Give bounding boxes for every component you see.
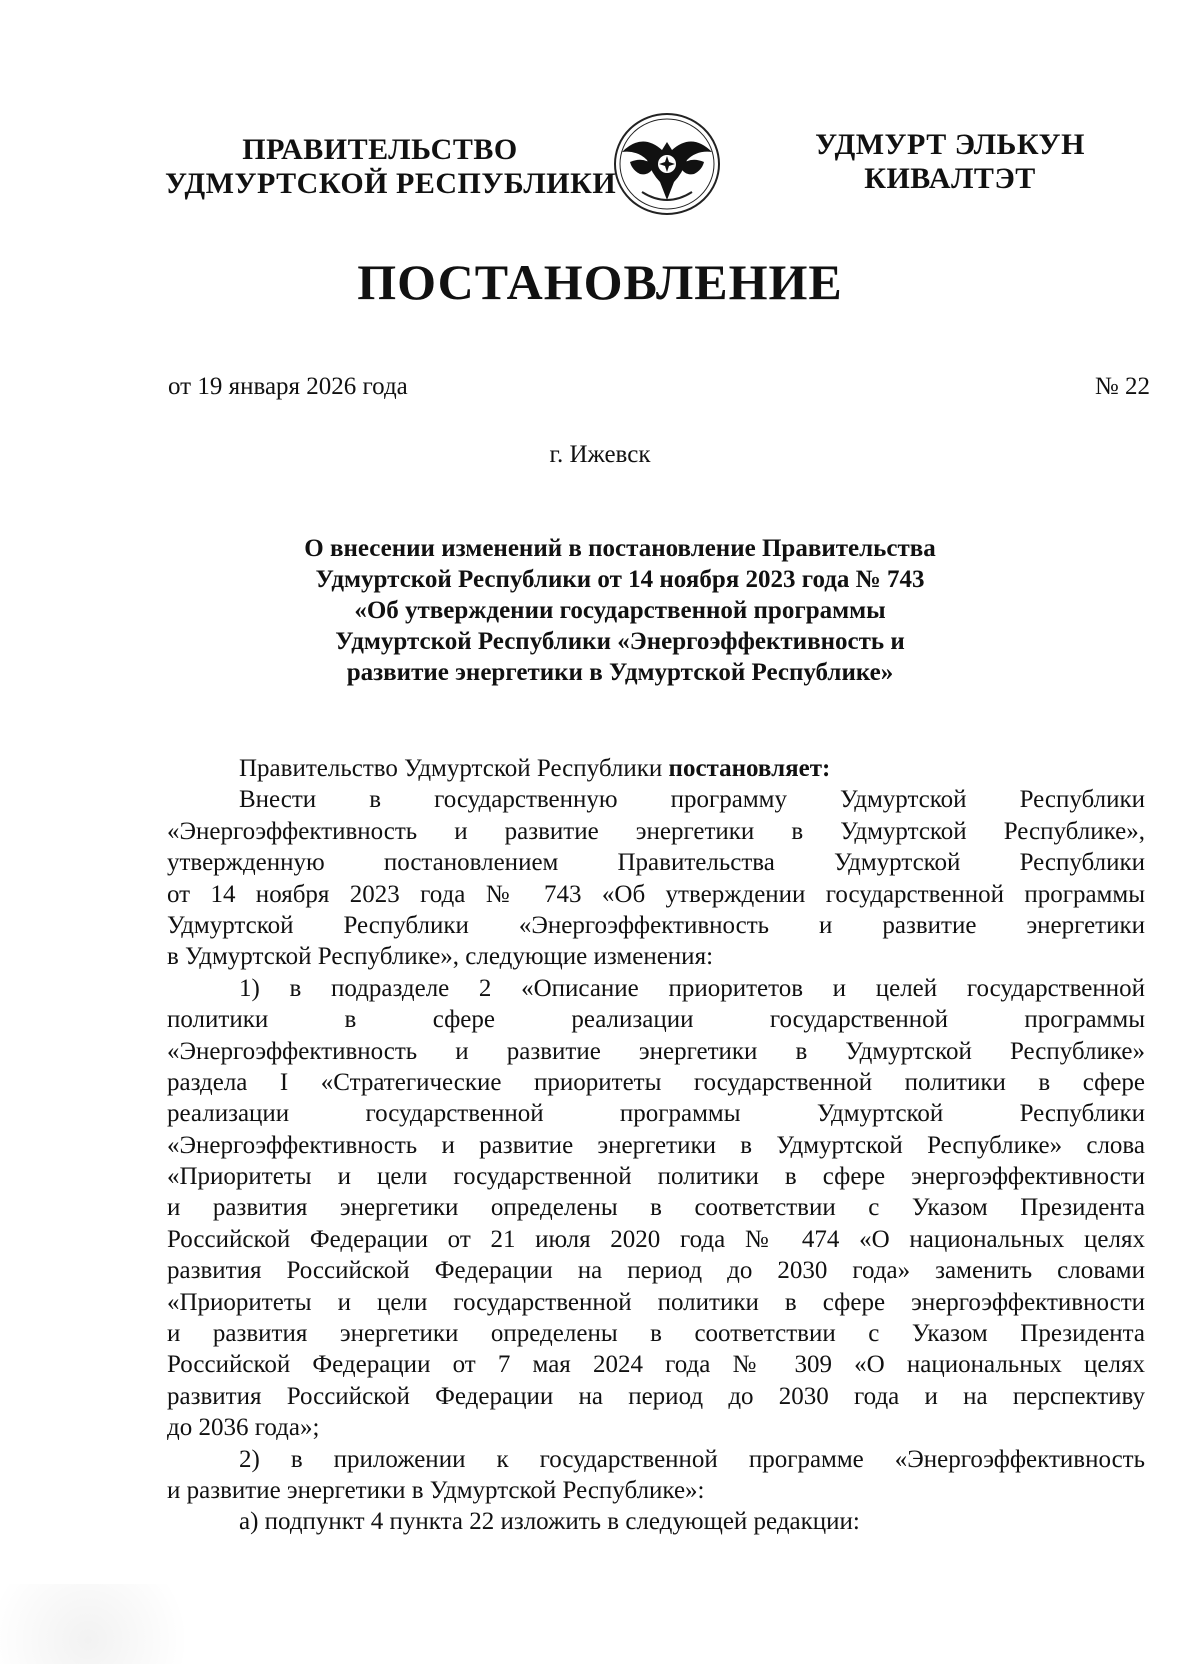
document-title: ПОСТАНОВЛЕНИЕ xyxy=(357,254,843,310)
document-number: № 22 xyxy=(1094,373,1150,400)
header-right-line2: КИВАЛТЭТ xyxy=(864,162,1036,195)
body-line: «Энергоэффективность и развитие энергетики в Удмуртской Республике» слова xyxy=(167,1131,1145,1159)
body-line: и развитие энергетики в Удмуртской Республике»: xyxy=(167,1476,705,1504)
subject-line: «Об утверждении государственной программы xyxy=(354,597,886,624)
body-line: 1) в подразделе 2 «Описание приоритетов и целей государственной xyxy=(239,974,1145,1002)
body-line: «Приоритеты и цели государственной политики в сфере энергоэффективности xyxy=(167,1163,1145,1191)
body-line: развития Российской Федерации на период до 2030 года и на перспективу xyxy=(167,1382,1145,1410)
header-right-line1: УДМУРТ ЭЛЬКУН xyxy=(815,128,1085,161)
coat-of-arms-icon xyxy=(612,112,722,216)
body-line: до 2036 года»; xyxy=(167,1414,320,1442)
body-line: утвержденную постановлением Правительства Удмуртской Республики xyxy=(167,849,1145,877)
body-line: «Приоритеты и цели государственной политики в сфере энергоэффективности xyxy=(167,1288,1145,1316)
intro-prefix: Правительство Удмуртской Республики xyxy=(239,755,669,782)
body-line: «Энергоэффективность и развитие энергетики в Удмуртской Республике» xyxy=(167,1037,1145,1065)
header-left-line1: ПРАВИТЕЛЬСТВО xyxy=(242,133,518,166)
body-line: и развития энергетики определены в соответствии с Указом Президента xyxy=(167,1194,1145,1222)
header-left-line2: УДМУРТСКОЙ РЕСПУБЛИКИ xyxy=(165,167,617,200)
body-line: Удмуртской Республики «Энергоэффективность и развитие энергетики xyxy=(167,911,1145,939)
intro-bold: постановляет: xyxy=(668,755,831,782)
body-line: реализации государственной программы Удмуртской Республики xyxy=(167,1100,1145,1128)
body-line: раздела I «Стратегические приоритеты государственной политики в сфере xyxy=(167,1068,1145,1096)
body-line: Российской Федерации от 7 мая 2024 года № 309 «О национальных целях xyxy=(167,1351,1145,1379)
scan-noise xyxy=(0,1584,220,1664)
body-line: а) подпункт 4 пункта 22 изложить в следующей редакции: xyxy=(239,1508,860,1536)
body-line: 2) в приложении к государственной программе «Энергоэффективность xyxy=(239,1445,1145,1473)
body-line: от 14 ноября 2023 года № 743 «Об утверждении государственной программы xyxy=(167,880,1145,908)
body-line: Внести в государственную программу Удмуртской Республики xyxy=(239,786,1145,814)
intro-line xyxy=(167,753,1145,784)
body-line: «Энергоэффективность и развитие энергетики в Удмуртской Республике», xyxy=(167,817,1145,845)
subject-line: развитие энергетики в Удмуртской Республике» xyxy=(346,659,894,686)
document-subject xyxy=(200,533,1040,688)
body-line: в Удмуртской Республике», следующие изменения: xyxy=(167,943,714,971)
subject-line: Удмуртской Республики «Энергоэффективность и xyxy=(335,628,905,655)
document-date: от 19 января 2026 года xyxy=(168,373,408,400)
body-line: политики в сфере реализации государственной программы xyxy=(167,1006,1145,1034)
document-city: г. Ижевск xyxy=(549,441,651,468)
document-body xyxy=(167,753,1145,1538)
header-right-udmurt xyxy=(800,128,1100,196)
subject-line: О внесении изменений в постановление Правительства xyxy=(304,535,936,562)
header-left-russian xyxy=(165,133,617,201)
body-line: развития Российской Федерации на период до 2030 года» заменить словами xyxy=(167,1257,1145,1285)
body-line: Российской Федерации от 21 июля 2020 года № 474 «О национальных целях xyxy=(167,1225,1145,1253)
subject-line: Удмуртской Республики от 14 ноября 2023 года № 743 xyxy=(315,566,925,593)
body-line: и развития энергетики определены в соответствии с Указом Президента xyxy=(167,1320,1145,1348)
